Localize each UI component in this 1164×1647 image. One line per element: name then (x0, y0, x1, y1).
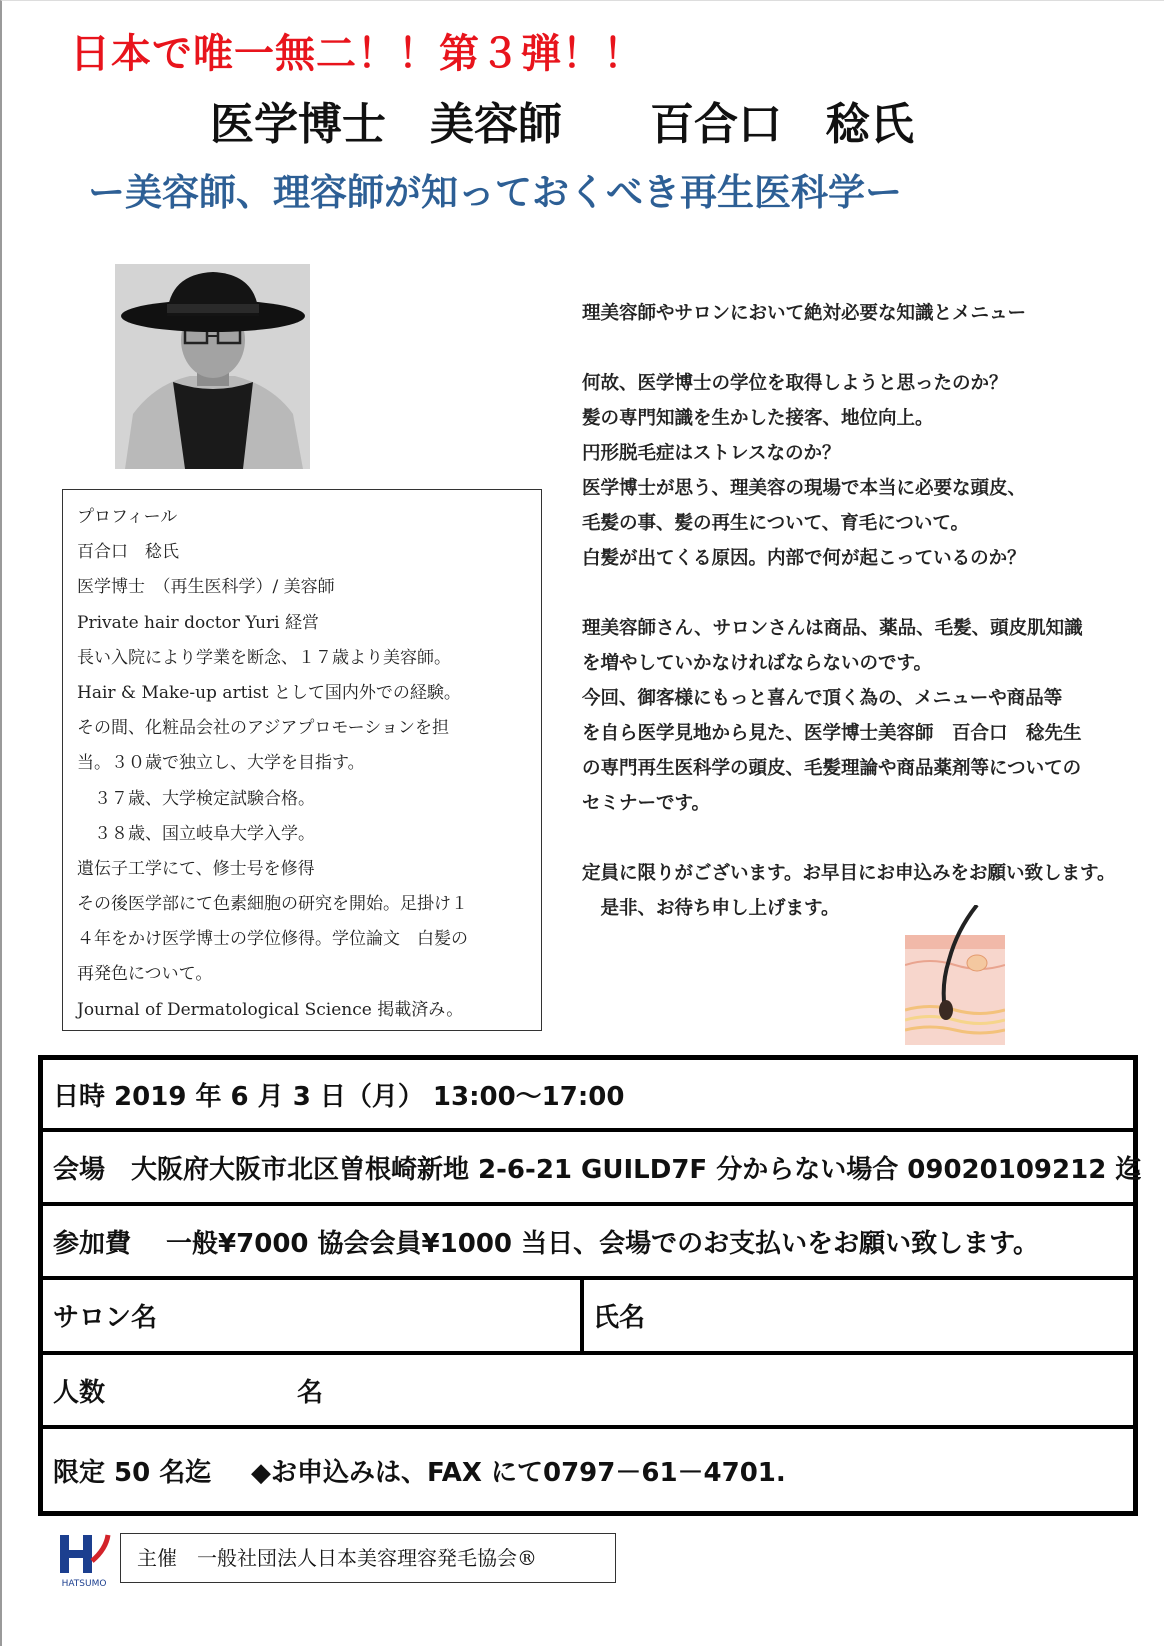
profile-box (62, 489, 542, 1031)
profile-line: 医学博士 （再生医科学）/ 美容師 (77, 577, 335, 598)
headline: 日本で唯一無二！！第３弾！！ (70, 31, 644, 77)
profile-line: ３８歳、国立岐阜大学入学。 (77, 823, 315, 844)
profile-line: 当。３０歳で独立し、大学を目指す。 (77, 753, 365, 774)
count-label: 人数 (53, 1377, 106, 1408)
hair-follicle-illustration (905, 905, 1005, 1045)
event-datetime: 日時 2019 年 6 月 3 日（月） 13:00〜17:00 (53, 1081, 625, 1112)
count-row (43, 1355, 1133, 1429)
application-row (43, 1429, 1133, 1511)
intro-line: 円形脱毛症はストレスなのか？ (582, 443, 841, 464)
profile-line: Private hair doctor Yuri 経営 (77, 612, 319, 633)
intro-line: 理美容師さん、サロンさんは商品、薬品、毛髪、頭皮肌知識 (582, 618, 1083, 639)
intro-line: 医学博士が思う、理美容の現場で本当に必要な頭皮、 (582, 478, 1027, 499)
intro-line (582, 576, 1142, 611)
participant-name-label: 氏名 (593, 1303, 646, 1333)
salon-name-label: サロン名 (53, 1303, 158, 1333)
count-unit: 名 (297, 1377, 324, 1408)
fax-application: ◆お申込みは、FAX にて0797－61－4701. (251, 1457, 786, 1488)
profile-line: 百合口 稔氏 (77, 542, 179, 563)
speaker-name: 医学博士 美容師 百合口 稔氏 (210, 99, 914, 150)
intro-line: 理美容師やサロンにおいて絶対必要な知識とメニュー (582, 303, 1027, 324)
intro-line: 是非、お待ち申し上げます。 (582, 898, 840, 919)
event-venue: 会場 大阪府大阪市北区曽根崎新地 2-6-21 GUILD7F 分からない場合 09020109212 迄 (53, 1154, 1142, 1185)
intro-line: 白髪が出てくる原因。内部で何が起こっているのか？ (582, 548, 1026, 569)
profile-line: 遺伝子工学にて、修士号を修得 (77, 858, 315, 879)
profile-line: Hair & Make-up artist として国内外での経験。 (77, 682, 461, 703)
profile-line: プロフィール (77, 507, 178, 527)
association-logo (56, 1531, 112, 1593)
svg-text:HATSUMO: HATSUMO (61, 1579, 107, 1589)
speaker-photo (115, 264, 310, 469)
intro-line: 今回、御客様にもっと喜んで頂く為の、メニューや商品等 (582, 688, 1063, 709)
profile-line: ３７歳、大学検定試験合格。 (77, 788, 315, 809)
venue-row (43, 1132, 1142, 1206)
cell-divider (580, 1280, 584, 1351)
organizer-text: 主催 一般社団法人日本美容理容発毛協会® (120, 1533, 616, 1583)
intro-line (582, 821, 1142, 856)
intro-line: の専門再生医科学の頭皮、毛髪理論や商品薬剤等についての (582, 758, 1082, 779)
event-fee: 参加費 一般¥7000 協会会員¥1000 当日、会場でのお支払いをお願い致します。 (53, 1228, 1039, 1259)
intro-line: 何故、医学博士の学位を取得しようと思ったのか？ (582, 373, 1008, 394)
profile-line: Journal of Dermatological Science 掲載済み。 (77, 999, 464, 1020)
event-info-table (38, 1055, 1142, 1516)
seminar-subtitle: ー美容師、理容師が知っておくべき再生医科学ー (88, 171, 902, 214)
intro-line: を自ら医学見地から見た、医学博士美容師 百合口 稔先生 (582, 723, 1082, 744)
fee-row (43, 1206, 1133, 1280)
intro-line: 毛髪の事、髪の再生について、育毛について。 (582, 513, 970, 534)
intro-line: 定員に限りがございます。お早目にお申込みをお願い致します。 (582, 863, 1116, 884)
profile-line: その後医学部にて色素細胞の研究を開始。足掛け１ (77, 894, 468, 915)
profile-line: 再発色について。 (77, 964, 213, 985)
profile-line: ４年をかけ医学博士の学位修得。学位論文 白髪の (77, 929, 468, 950)
intro-text (582, 296, 1142, 926)
datetime-row (43, 1060, 1133, 1132)
capacity-limit: 限定 50 名迄 (53, 1457, 212, 1488)
salon-name-row (43, 1280, 1133, 1355)
profile-line: 長い入院により学業を断念、１７歳より美容師。 (77, 647, 451, 668)
intro-line: 髪の専門知識を生かした接客、地位向上。 (582, 408, 934, 429)
intro-line: セミナーです。 (582, 793, 711, 814)
intro-line: を増やしていかなければならないのです。 (582, 653, 933, 674)
intro-line (582, 331, 1142, 366)
profile-line: その間、化粧品会社のアジアプロモーションを担 (77, 718, 449, 739)
